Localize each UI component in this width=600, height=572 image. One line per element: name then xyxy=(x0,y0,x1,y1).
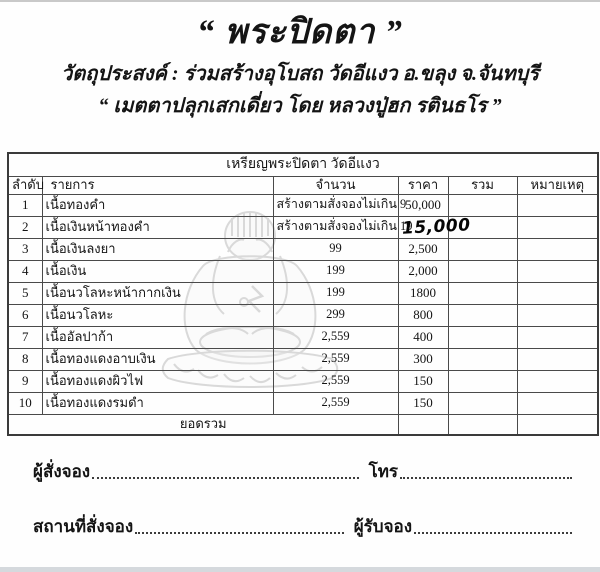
cell-note xyxy=(517,348,598,370)
cell-price: 2,000 xyxy=(398,260,448,282)
cell-sum xyxy=(448,282,517,304)
table-row xyxy=(8,260,598,282)
blessing-line: “ เมตตาปลุกเสกเดี่ยว โดย หลวงปู่ฮก รตินธโร ” xyxy=(98,94,502,117)
table-row xyxy=(8,326,598,348)
cell-note xyxy=(517,216,598,238)
cell-item: เนื้อทองคำ xyxy=(42,194,273,216)
cell-no: 7 xyxy=(8,326,42,348)
cell-sum xyxy=(448,392,517,414)
cell-item: เนื้ออัลปาก้า xyxy=(42,326,273,348)
cell-no: 9 xyxy=(8,370,42,392)
page-title: “ พระปิดตา ” xyxy=(197,14,403,51)
cell-note xyxy=(517,194,598,216)
table-row xyxy=(8,370,598,392)
cell-sum xyxy=(448,304,517,326)
cell-no: 6 xyxy=(8,304,42,326)
cell-item: เนื้อเงิน xyxy=(42,260,273,282)
cell-note xyxy=(517,304,598,326)
col-header-no: ลำดับ xyxy=(8,176,42,194)
col-header-price: ราคา xyxy=(398,176,448,194)
cell-item: เนื้อทองแดงรมดำ xyxy=(42,392,273,414)
cell-qty: 199 xyxy=(273,282,398,304)
cell-item: เนื้อเงินลงยา xyxy=(42,238,273,260)
col-header-note: หมายเหตุ xyxy=(517,176,598,194)
cell-qty: สร้างตามสั่งจองไม่เกิน 19 xyxy=(273,216,398,238)
cell-note xyxy=(517,326,598,348)
cell-note xyxy=(517,282,598,304)
table-row xyxy=(8,216,598,238)
scan-edge-bottom xyxy=(0,567,600,572)
cell-qty: 2,559 xyxy=(273,326,398,348)
cell-sum xyxy=(448,370,517,392)
scan-edge-top xyxy=(0,0,600,2)
col-header-qty: จำนวน xyxy=(273,176,398,194)
cell-item: เนื้อทองแดงผิวไฟ xyxy=(42,370,273,392)
cell-item: เนื้อทองแดงอาบเงิน xyxy=(42,348,273,370)
phone-label: โทร xyxy=(368,462,399,481)
cell-qty: 2,559 xyxy=(273,370,398,392)
table-row xyxy=(8,238,598,260)
cell-price: 400 xyxy=(398,326,448,348)
cell-note xyxy=(517,370,598,392)
total-label: ยอดรวม xyxy=(8,414,398,435)
cell-no: 10 xyxy=(8,392,42,414)
cell-no: 4 xyxy=(8,260,42,282)
col-header-item: รายการ xyxy=(42,176,273,194)
cell-item: เนื้อนวโลหะหน้ากากเงิน xyxy=(42,282,273,304)
total-sum-cell xyxy=(448,414,517,435)
table-row xyxy=(8,194,598,216)
cell-qty: 299 xyxy=(273,304,398,326)
phone-fill-line xyxy=(400,473,572,479)
cell-no: 3 xyxy=(8,238,42,260)
order-table xyxy=(7,152,599,436)
cell-price: 1800 xyxy=(398,282,448,304)
cell-no: 8 xyxy=(8,348,42,370)
receiver-label: ผู้รับจอง xyxy=(353,517,413,536)
cell-sum xyxy=(448,238,517,260)
table-caption: เหรียญพระปิดตา วัดอีแงว xyxy=(8,153,598,176)
purpose-line: วัตถุประสงค์ : ร่วมสร้างอุโบสถ วัดอีแงว อ.ขลุง จ.จันทบุรี xyxy=(61,62,539,85)
cell-price: 150 xyxy=(398,370,448,392)
table-row xyxy=(8,282,598,304)
table-row xyxy=(8,348,598,370)
orderer-label: ผู้สั่งจอง xyxy=(33,462,91,481)
cell-qty: สร้างตามสั่งจองไม่เกิน 9 xyxy=(273,194,398,216)
cell-no: 1 xyxy=(8,194,42,216)
cell-price: 800 xyxy=(398,304,448,326)
total-price-cell xyxy=(398,414,448,435)
table-header-row xyxy=(8,176,598,194)
cell-price: 150 xyxy=(398,392,448,414)
cell-item: เนื้อนวโลหะ xyxy=(42,304,273,326)
table-row xyxy=(8,304,598,326)
cell-price: 50,000 xyxy=(398,194,448,216)
cell-note xyxy=(517,260,598,282)
cell-no: 5 xyxy=(8,282,42,304)
cell-sum xyxy=(448,194,517,216)
col-header-sum: รวม xyxy=(448,176,517,194)
cell-note xyxy=(517,392,598,414)
form-header xyxy=(0,10,600,119)
cell-no: 2 xyxy=(8,216,42,238)
place-fill-line xyxy=(135,528,343,534)
total-note-cell xyxy=(517,414,598,435)
receiver-fill-line xyxy=(414,528,572,534)
orderer-fill-line xyxy=(92,473,358,479)
cell-qty: 2,559 xyxy=(273,392,398,414)
cell-item: เนื้อเงินหน้าทองคำ xyxy=(42,216,273,238)
cell-qty: 2,559 xyxy=(273,348,398,370)
cell-note xyxy=(517,238,598,260)
handwritten-price: 15,000 xyxy=(401,214,471,239)
orderer-line xyxy=(33,462,574,482)
cell-price: 2,500 xyxy=(398,238,448,260)
table-row xyxy=(8,392,598,414)
cell-price: 300 xyxy=(398,348,448,370)
cell-qty: 99 xyxy=(273,238,398,260)
place-label: สถานที่สั่งจอง xyxy=(33,517,134,536)
place-line xyxy=(33,517,574,537)
cell-qty: 199 xyxy=(273,260,398,282)
cell-sum xyxy=(448,326,517,348)
cell-sum xyxy=(448,348,517,370)
cell-sum xyxy=(448,260,517,282)
table-total-row xyxy=(8,414,598,435)
